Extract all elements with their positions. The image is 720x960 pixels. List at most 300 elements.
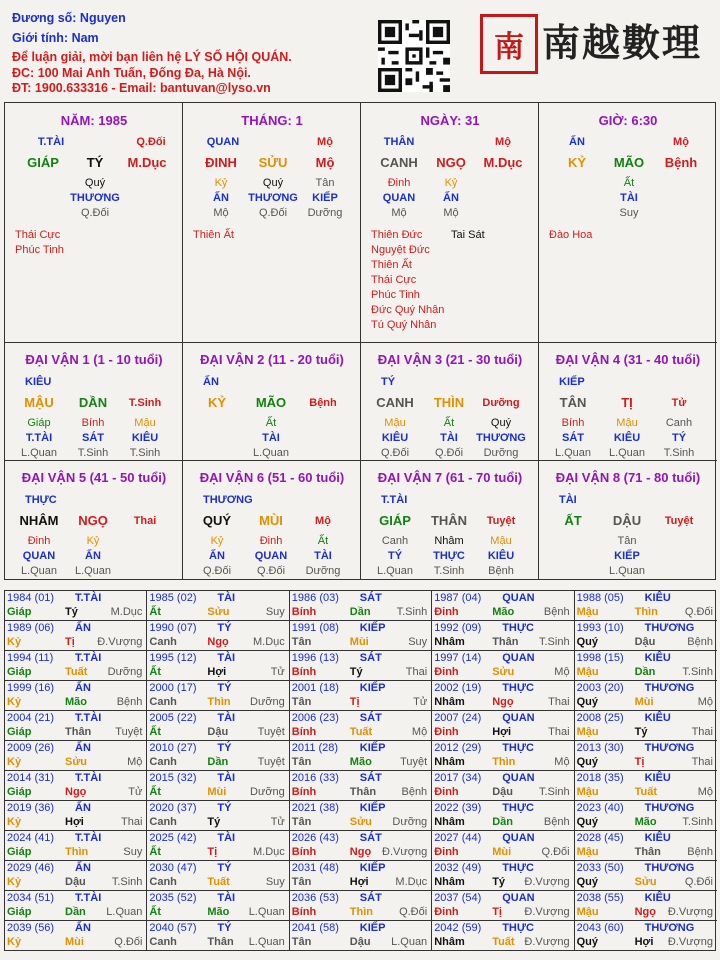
- year-cell: [575, 831, 717, 861]
- year-branch: Ngọ: [349, 846, 372, 858]
- hidden-stem: Bệnh: [488, 565, 514, 577]
- hidden-stem: L.Quan: [608, 447, 646, 459]
- year-branch: Ngọ: [492, 696, 514, 708]
- year-god: THƯƠNG: [644, 682, 695, 694]
- year-cell: [5, 681, 147, 711]
- hidden-stem: ẤN: [443, 192, 459, 204]
- year-stem: Kỷ: [7, 756, 22, 768]
- year-branch: Thìn: [492, 756, 516, 768]
- year-phase: Bệnh: [687, 846, 713, 858]
- pillar-main: TÝ: [86, 155, 104, 170]
- year-god: THỰC: [502, 862, 534, 874]
- year-phase: Bệnh: [687, 636, 713, 648]
- year-phase: Đ.Vượng: [667, 906, 713, 918]
- year-branch: Tị: [65, 636, 75, 648]
- year-phase: L.Quan: [391, 936, 428, 948]
- year-branch: Tý: [207, 816, 221, 828]
- year-branch: Thân: [65, 726, 92, 738]
- owner-name: Đương số: Nguyen: [12, 11, 126, 25]
- year-phase: Q.Đối: [684, 606, 713, 618]
- year-branch: Thìn: [349, 906, 374, 918]
- year-god: KIẾP: [359, 862, 386, 874]
- pillar-1: [183, 103, 361, 343]
- year-god: SÁT: [359, 772, 382, 784]
- year-branch: Mão: [207, 906, 230, 918]
- year-stem: Giáp: [7, 906, 32, 918]
- hidden-stem: Đinh: [259, 535, 283, 547]
- year-cell: [290, 741, 432, 771]
- hidden-stem: Q.Đối: [256, 565, 286, 577]
- year-god: KIẾP: [359, 742, 386, 754]
- hidden-stem: Dưỡng: [307, 207, 343, 219]
- hidden-stem: Mậu: [616, 417, 638, 429]
- hidden-stem: Canh: [665, 417, 693, 429]
- year-cell: [147, 741, 289, 771]
- year-cell: [147, 771, 289, 801]
- year-cell: [290, 711, 432, 741]
- year-god: T.TÀI: [75, 832, 102, 844]
- hidden-stem: Quý: [490, 417, 512, 429]
- year-branch: Thìn: [634, 606, 658, 618]
- year-cell: [5, 861, 147, 891]
- year-phase: Mộ: [697, 786, 713, 798]
- year-phase: Đ.Vượng: [524, 936, 570, 948]
- year-branch: Dậu: [634, 636, 656, 648]
- year-god: T.TÀI: [75, 652, 102, 664]
- year-phase: Thai: [691, 756, 713, 768]
- year-label: 2023 (40): [576, 802, 624, 814]
- year-cell: [575, 621, 717, 651]
- year-stem: Canh: [149, 816, 177, 828]
- dai-van-main: ẤT: [564, 513, 582, 528]
- hidden-stem: THƯƠNG: [476, 432, 526, 444]
- year-god: THỰC: [502, 622, 534, 634]
- year-phase: L.Quan: [248, 936, 285, 948]
- year-phase: L.Quan: [248, 906, 285, 918]
- year-label: 1990 (07): [149, 622, 197, 634]
- year-stem: Đinh: [434, 606, 459, 618]
- hidden-stem: Đinh: [387, 177, 411, 189]
- hidden-stem: ẤN: [213, 192, 229, 204]
- dai-van-main: THÌN: [433, 395, 465, 410]
- year-cell: [290, 621, 432, 651]
- year-god: THƯƠNG: [644, 862, 695, 874]
- year-label: 2040 (57): [149, 922, 197, 934]
- year-branch: Mùi: [349, 636, 369, 648]
- year-god: SÁT: [359, 832, 382, 844]
- pillar-god: T.TÀI: [37, 136, 65, 148]
- year-stem: Bính: [291, 846, 317, 858]
- year-god: TÝ: [217, 622, 232, 634]
- year-stem: Giáp: [7, 846, 32, 858]
- year-stem: Kỷ: [7, 876, 22, 888]
- year-god: QUAN: [502, 772, 535, 784]
- year-branch: Hợi: [349, 876, 369, 888]
- dai-van-5: [5, 461, 183, 579]
- hidden-stem: Kỷ: [214, 177, 228, 189]
- dai-van-2: [183, 343, 361, 461]
- hidden-stem: Q.Đối: [258, 207, 288, 219]
- dai-van-god: ẤN: [203, 376, 219, 388]
- dai-van-title: ĐẠI VẬN 7 (61 - 70 tuổi): [377, 470, 523, 485]
- hidden-stem: QUAN: [254, 550, 288, 562]
- year-label: 2021 (38): [291, 802, 339, 814]
- year-stem: Giáp: [7, 606, 32, 618]
- year-branch: Tuất: [634, 786, 657, 798]
- year-cell: [290, 591, 432, 621]
- year-cell: [432, 681, 574, 711]
- year-label: 1994 (11): [7, 652, 54, 664]
- year-branch: Dậu: [492, 786, 513, 798]
- year-stem: Canh: [149, 636, 177, 648]
- year-phase: Dưỡng: [392, 816, 428, 828]
- year-stem: Ất: [149, 846, 161, 858]
- year-god: T.TÀI: [75, 892, 102, 904]
- year-cell: [575, 681, 717, 711]
- year-stem: Kỷ: [7, 816, 22, 828]
- hidden-stem: ẤN: [85, 550, 101, 562]
- year-branch: Mùi: [65, 936, 84, 948]
- dai-van-main: Dưỡng: [482, 397, 520, 409]
- hidden-stem: SÁT: [562, 432, 584, 444]
- year-phase: Thai: [691, 726, 713, 738]
- year-god: TÀI: [217, 892, 236, 904]
- year-branch: Thìn: [65, 846, 89, 858]
- year-stem: Ất: [149, 666, 161, 678]
- year-phase: Đ.Vượng: [97, 636, 143, 648]
- year-phase: T.Sinh: [682, 666, 713, 678]
- year-branch: Ngọ: [65, 786, 87, 798]
- hidden-stem: SÁT: [82, 432, 104, 444]
- year-god: THỰC: [502, 742, 534, 754]
- hidden-stem: THƯƠNG: [70, 192, 120, 204]
- dai-van-main: DẬU: [612, 513, 642, 528]
- year-phase: Q.Đối: [684, 876, 713, 888]
- dai-van-title: ĐẠI VẬN 3 (21 - 30 tuổi): [377, 352, 523, 367]
- year-label: 2031 (48): [291, 862, 339, 874]
- year-phase: Mộ: [554, 666, 570, 678]
- pillar-main: Mộ: [315, 155, 335, 170]
- hidden-stem: QUAN: [22, 550, 56, 562]
- dai-van-title: ĐẠI VẬN 5 (41 - 50 tuổi): [21, 470, 167, 485]
- year-stem: Tân: [291, 816, 312, 828]
- star-item: Thiên Ất: [193, 229, 234, 241]
- year-phase: Suy: [265, 876, 285, 888]
- year-stem: Nhâm: [434, 816, 465, 828]
- year-label: 2039 (56): [7, 922, 55, 934]
- year-cell: [290, 831, 432, 861]
- year-branch: Mão: [349, 756, 372, 768]
- hidden-stem: ẤN: [209, 550, 225, 562]
- hidden-stem: Giáp: [27, 417, 51, 429]
- year-label: 2024 (41): [7, 832, 55, 844]
- dai-van-main: TỊ: [621, 395, 633, 410]
- year-branch: Hợi: [492, 726, 512, 738]
- year-label: 2012 (29): [434, 742, 482, 754]
- year-cell: [575, 711, 717, 741]
- year-phase: Tử: [270, 666, 285, 678]
- year-stem: Giáp: [7, 666, 32, 678]
- year-branch: Tị: [349, 696, 360, 708]
- hidden-stem: Bính: [81, 417, 105, 429]
- dai-van-title: ĐẠI VẬN 1 (1 - 10 tuổi): [25, 352, 163, 367]
- pillar-main: CANH: [380, 155, 418, 170]
- year-cell: [575, 741, 717, 771]
- year-label: 2013 (30): [576, 742, 624, 754]
- year-god: SÁT: [359, 712, 382, 724]
- year-cell: [147, 921, 289, 951]
- dai-van-god: KIÊU: [25, 376, 52, 388]
- hidden-stem: Nhâm: [434, 535, 464, 547]
- seal-stamp: 南: [480, 14, 538, 74]
- hidden-stem: Mộ: [213, 207, 229, 219]
- dai-van-god: THƯƠNG: [203, 494, 253, 506]
- hidden-stem: Q.Đối: [434, 447, 464, 459]
- dai-van-god: THỰC: [25, 494, 57, 506]
- pillar-god: Q.Đối: [136, 136, 166, 148]
- hidden-stem: QUAN: [382, 192, 416, 204]
- hidden-stem: Kỷ: [86, 535, 100, 547]
- year-cell: [432, 621, 574, 651]
- star-item: Thiên Đức: [371, 229, 423, 241]
- year-phase: Thai: [548, 696, 570, 708]
- year-phase: Tuyệt: [257, 726, 285, 738]
- year-god: KIÊU: [644, 652, 671, 664]
- year-stem: Canh: [149, 936, 177, 948]
- year-phase: Đ.Vượng: [524, 906, 570, 918]
- year-label: 1987 (04): [434, 592, 482, 604]
- year-branch: Tuất: [207, 876, 230, 888]
- year-stem: Tân: [291, 876, 312, 888]
- year-cell: [575, 891, 717, 921]
- dai-van-6: [183, 461, 361, 579]
- hidden-stem: THƯƠNG: [248, 192, 298, 204]
- year-label: 2025 (42): [149, 832, 197, 844]
- dai-van-title: ĐẠI VẬN 6 (51 - 60 tuổi): [199, 470, 345, 485]
- pillar-main: GIÁP: [27, 155, 59, 170]
- year-stem: Đinh: [434, 726, 459, 738]
- year-branch: Mùi: [634, 696, 654, 708]
- year-phase: Bệnh: [543, 816, 570, 828]
- year-cell: [432, 651, 574, 681]
- year-branch: Tý: [492, 876, 506, 888]
- year-god: KIÊU: [644, 892, 671, 904]
- year-label: 1989 (06): [7, 622, 55, 634]
- contact-line-2: ĐC: 100 Mai Anh Tuấn, Đống Đa, Hà Nội.: [12, 66, 251, 80]
- year-phase: Dưỡng: [250, 696, 285, 708]
- year-stem: Giáp: [7, 786, 32, 798]
- dai-van-god: TÀI: [559, 494, 577, 506]
- dai-van-title: ĐẠI VẬN 4 (31 - 40 tuổi): [555, 352, 701, 367]
- year-label: 2027 (44): [434, 832, 482, 844]
- year-god: SÁT: [359, 892, 382, 904]
- hidden-stem: Quý: [262, 177, 284, 189]
- pillar-god: ẤN: [569, 136, 585, 148]
- year-label: 1984 (01): [7, 592, 55, 604]
- dai-van-3: [361, 343, 539, 461]
- year-god: QUAN: [502, 892, 535, 904]
- year-branch: Ngọ: [634, 906, 656, 918]
- year-cell: [5, 621, 147, 651]
- year-phase: Mộ: [411, 726, 428, 738]
- year-stem: Ất: [149, 726, 161, 738]
- year-stem: Canh: [149, 876, 177, 888]
- hidden-stem: KIẾP: [614, 550, 640, 562]
- hidden-stem: L.Quan: [20, 447, 58, 459]
- hidden-stem: KIẾP: [312, 192, 338, 204]
- star-item: Thái Cực: [15, 229, 61, 241]
- year-branch: Tị: [207, 846, 218, 858]
- dai-van-main: MÃO: [255, 395, 287, 410]
- pillar-main: Bệnh: [664, 155, 698, 170]
- year-label: 1985 (02): [149, 592, 197, 604]
- year-god: T.TÀI: [75, 712, 102, 724]
- year-god: THƯƠNG: [644, 802, 695, 814]
- year-stem: Mậu: [576, 726, 599, 738]
- hidden-stem: Ất: [317, 535, 329, 547]
- year-stem: Canh: [149, 756, 177, 768]
- dai-van-main: NHÂM: [19, 513, 59, 528]
- year-branch: Thìn: [207, 696, 231, 708]
- year-god: THƯƠNG: [644, 742, 695, 754]
- year-phase: T.Sinh: [111, 876, 143, 888]
- year-god: THỰC: [502, 802, 534, 814]
- dai-van-1: [5, 343, 183, 461]
- hidden-stem: Canh: [381, 535, 409, 547]
- dai-van-main: Tử: [671, 397, 687, 409]
- year-stem: Quý: [576, 816, 598, 828]
- year-stem: Mậu: [576, 786, 599, 798]
- year-phase: Suy: [408, 636, 428, 648]
- dai-van-main: Tuyệt: [486, 515, 516, 527]
- year-cell: [290, 651, 432, 681]
- gender: Giới tính: Nam: [12, 31, 99, 45]
- year-label: 2036 (53): [291, 892, 339, 904]
- hidden-stem: Dưỡng: [483, 447, 519, 459]
- year-god: ẤN: [75, 622, 91, 634]
- pillar-main: NGỌ: [436, 155, 466, 170]
- hidden-stem: THỰC: [433, 550, 465, 562]
- star-item: Phúc Tinh: [15, 244, 64, 256]
- year-stem: Bính: [291, 786, 317, 798]
- hidden-stem: KIÊU: [381, 432, 409, 444]
- hidden-stem: Ất: [265, 417, 277, 429]
- year-label: 2011 (28): [291, 742, 339, 754]
- hidden-stem: T.Sinh: [433, 565, 465, 577]
- year-stem: Ất: [149, 606, 161, 618]
- year-god: QUAN: [502, 712, 535, 724]
- year-god: THƯƠNG: [644, 622, 695, 634]
- year-god: T.TÀI: [75, 592, 102, 604]
- year-phase: Mộ: [554, 756, 570, 768]
- year-phase: L.Quan: [106, 906, 143, 918]
- year-label: 1988 (05): [576, 592, 624, 604]
- hidden-stem: KIÊU: [487, 550, 515, 562]
- year-cell: [5, 921, 147, 951]
- year-phase: Bệnh: [116, 696, 143, 708]
- year-branch: Dần: [65, 906, 86, 918]
- year-cell: [432, 801, 574, 831]
- year-phase: Tử: [270, 816, 285, 828]
- dai-van-main: KỶ: [207, 395, 227, 410]
- year-label: 2019 (36): [7, 802, 55, 814]
- year-stem: Đinh: [434, 846, 459, 858]
- year-stem: Kỷ: [7, 936, 22, 948]
- year-branch: Hợi: [207, 666, 227, 678]
- year-phase: Đ.Vượng: [667, 936, 713, 948]
- year-god: TÝ: [217, 682, 232, 694]
- year-god: TÀI: [217, 772, 236, 784]
- year-god: KIÊU: [644, 772, 671, 784]
- year-label: 1991 (08): [291, 622, 339, 634]
- year-label: 1986 (03): [291, 592, 339, 604]
- year-branch: Dậu: [349, 936, 371, 948]
- year-phase: T.Sinh: [539, 636, 570, 648]
- year-stem: Nhâm: [434, 636, 465, 648]
- year-branch: Sửu: [492, 666, 515, 678]
- year-phase: T.Sinh: [539, 786, 570, 798]
- dai-van-god: T.TÀI: [381, 494, 408, 506]
- year-label: 2043 (60): [576, 922, 624, 934]
- hidden-stem: TÀI: [440, 432, 458, 444]
- year-cell: [432, 741, 574, 771]
- year-cell: [432, 831, 574, 861]
- year-cell: [5, 711, 147, 741]
- year-label: 2001 (18): [291, 682, 339, 694]
- year-stem: Tân: [291, 636, 312, 648]
- year-stem: Quý: [576, 696, 598, 708]
- year-branch: Sửu: [634, 876, 657, 888]
- year-god: KIÊU: [644, 832, 671, 844]
- year-phase: Bệnh: [543, 606, 570, 618]
- dai-van-title: ĐẠI VẬN 2 (11 - 20 tuổi): [200, 352, 344, 367]
- dai-van-god: TÝ: [381, 376, 396, 388]
- year-phase: Q.Đối: [541, 846, 570, 858]
- year-cell: [575, 921, 717, 951]
- year-branch: Hợi: [634, 936, 654, 948]
- year-phase: Tuyệt: [257, 756, 285, 768]
- dai-van-7: [361, 461, 539, 579]
- year-cell: [5, 891, 147, 921]
- year-cell: [575, 801, 717, 831]
- star-item: Thiên Ất: [371, 259, 412, 271]
- year-stem: Kỷ: [7, 696, 22, 708]
- year-phase: T.Sinh: [396, 606, 428, 618]
- pillar-main: MÃO: [613, 155, 645, 170]
- year-stem: Mậu: [576, 846, 599, 858]
- year-cell: [5, 741, 147, 771]
- hidden-stem: L.Quan: [20, 565, 58, 577]
- dai-van-main: DẦN: [78, 395, 108, 410]
- hidden-stem: Q.Đối: [80, 207, 110, 219]
- year-label: 2008 (25): [576, 712, 624, 724]
- dai-van-8: [539, 461, 717, 579]
- year-label: 2026 (43): [291, 832, 339, 844]
- year-phase: Thai: [120, 816, 143, 828]
- year-label: 2004 (21): [7, 712, 55, 724]
- year-branch: Tuất: [349, 726, 373, 738]
- pillar-main: ĐINH: [205, 155, 237, 170]
- year-stem: Đinh: [434, 786, 459, 798]
- star-item: Tú Quý Nhân: [371, 319, 437, 331]
- year-label: 2030 (47): [149, 862, 197, 874]
- year-phase: Suy: [123, 846, 143, 858]
- year-god: TÀI: [217, 712, 236, 724]
- hidden-stem: KIÊU: [131, 432, 159, 444]
- pillar-main: M.Dục: [127, 155, 167, 170]
- year-label: 2000 (17): [149, 682, 197, 694]
- year-stem: Quý: [576, 756, 598, 768]
